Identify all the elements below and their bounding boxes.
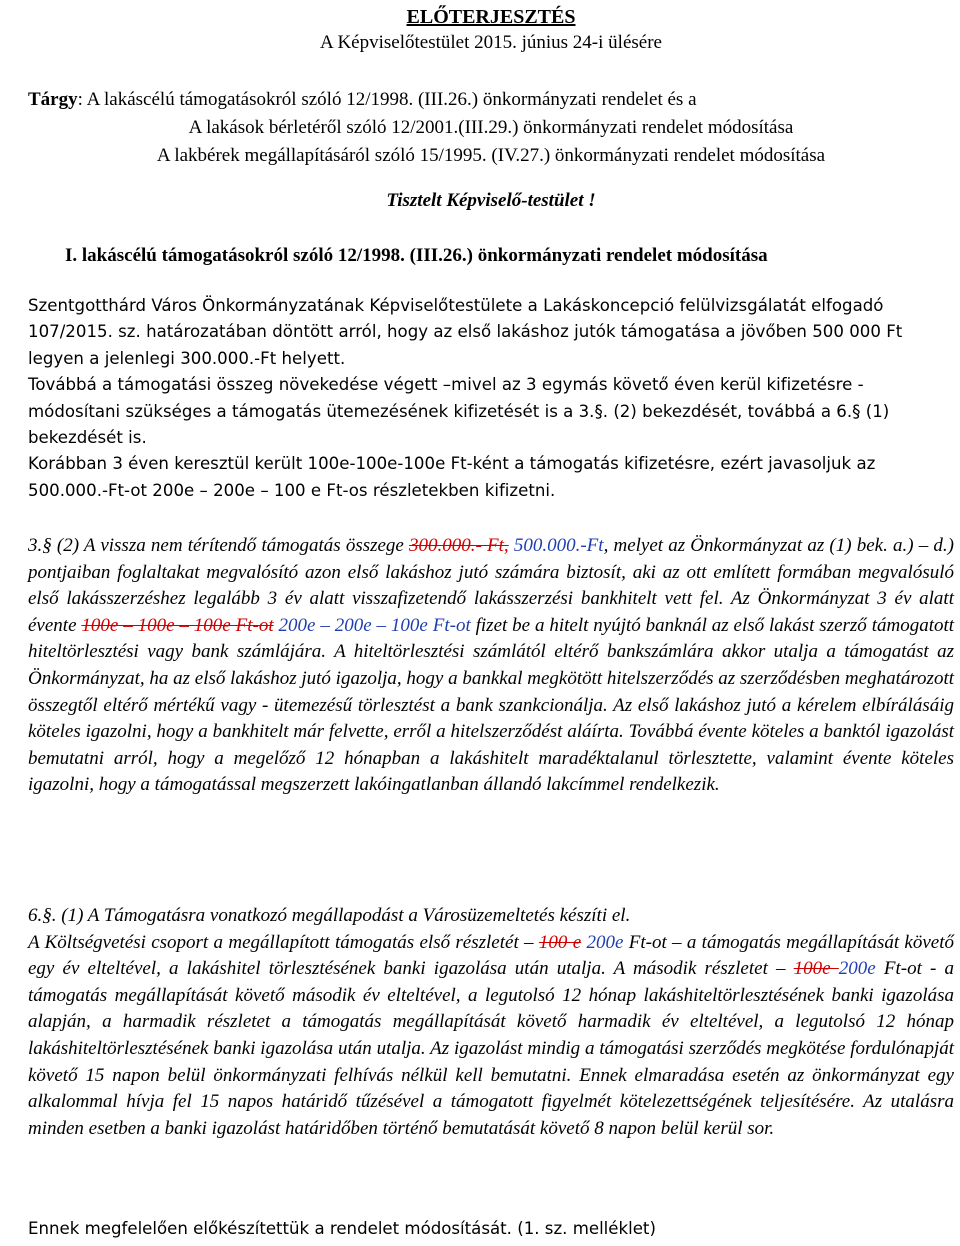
document-subtitle: A Képviselőtestület 2015. június 24-i ülésére xyxy=(320,32,662,53)
inserted-schedule: 200e – 200e – 100e Ft-ot xyxy=(278,614,471,636)
text-run: A Költségvetési csoport a megállapított támogatás első részletét – xyxy=(28,931,539,953)
text-run: fizet be a hitelt nyújtó banknál az első lakást szerző támogatott hiteltörlesztési vagy bank számlájára. A hiteltörlesztési számlától eltérő bankszámlára akkor utalja a támogatást az Önkormányzat, ha az első lakáshoz jutó igazolja, hogy a bankkal megkötött hitelszerződés az szerződésben meghatározott összegtől eltérő mértékű vagy - ütemezésű törlesztést a bank szankcionálja. Az első lakáshoz jutó a kérelem elbírálásáig köteles igazolni, hogy a bankhitelt már felvette, erről a hitelszerződést aláírta. Továbbá évente köteles a banktól igazolást bemutatni arról, hogy a megelőző 12 hónapban a lakáshitelt maradéktalanul törlesztette, valamint évente köteles igazolni, hogy a támogatással megszerzett lakóingatlanban állandó lakcímmel rendelkezik. xyxy=(28,614,955,796)
intro-paragraph-1: Szentgotthárd Város Önkormányzatának Képviselőtestülete a Lakáskoncepció felülvizsgálatát elfogadó 107/2015. sz. határozatában döntött arról, hogy az első lakáshoz jutók támogatása a jövőben 500 000 Ft legyen a jelenlegi 300.000.-Ft helyett. xyxy=(28,296,903,368)
subject-label: Tárgy xyxy=(28,89,78,110)
intro-text xyxy=(28,293,954,504)
subject-line-1 xyxy=(28,86,954,114)
greeting: Tisztelt Képviselő-testület ! xyxy=(386,190,596,211)
text-run: Ft-ot – a támogatás megállapítását követő egy év elteltével, a lakáshitel törlesztésének banki igazolása után utalja. A második részletet – xyxy=(28,931,955,980)
deleted-first-instalment: 100 e xyxy=(538,931,582,953)
deleted-schedule: 100e – 100e – 100e Ft-ot xyxy=(81,614,274,636)
intro-paragraph-2: Továbbá a támogatási összeg növekedése végett –mivel az 3 egymás követő éven kerül kifizetésre - módosítani szükséges a támogatás ütemezésének kifizetését is a 3.§. (2) bekezdését, továbbá a 6.§ (1) bekezdését is. xyxy=(28,375,890,448)
section-heading: I. lakáscélú támogatásokról szóló 12/1998. (III.26.) önkormányzati rendelet módosítása xyxy=(65,245,768,266)
intro-paragraph-3: Korábban 3 éven keresztül került 100e-100e-100e Ft-ként a támogatás kifizetésre, ezért javasoljuk az 500.000.-Ft-ot 200e – 200e – 100 e Ft-os részletekben kifizetni. xyxy=(28,454,876,500)
section-6-text xyxy=(28,930,954,1143)
inserted-amount: 500.000.-Ft xyxy=(513,535,604,556)
section-3-text xyxy=(28,533,954,799)
text-run: , melyet az Önkormányzat az (1) bek. a.) – d.) pontjaiban foglaltakat megvalósító azon első lakáshoz jutó számára biztosít, aki az ott említett formában megvalósuló első lakásszerzéshez legalább 3 év alatt visszafizetendő lakásszerzési bankhitelt vett fel. Az Önkormányzat 3 év alatt évente xyxy=(28,535,955,636)
section-6-heading: 6.§. (1) A Támogatásra vonatkozó megállapodást a Városüzemeltetés készíti el. xyxy=(28,905,631,926)
section-6-paragraph xyxy=(28,903,954,1142)
deleted-second-instalment: 100e xyxy=(793,958,839,980)
document-title: ELŐTERJESZTÉS xyxy=(406,6,576,28)
subject-line-1-text: : A lakáscélú támogatásokról szóló 12/1998. (III.26.) önkormányzati rendelet és a xyxy=(77,89,697,110)
text-run: Ft-ot - a támogatás megállapítását követő második év elteltével, a legutolsó 12 hónap lakáshiteltörlesztésének banki igazolása alapján, a harmadik részletet a támogatás megállapítását követő harmadik év elteltével, a legutolsó 12 hónap lakáshiteltörlesztésének banki igazolása után utalja. Az igazolást mindig a támogatási szerződés megkötése fordulónapját követő 15 napon belül önkormányzati felhívás nélkül kell bemutatni. Ennek elmaradása esetén az önkormányzat egy alkalommal hívja fel 15 napos határidő tűzésével a támogatott figyelmét kötelezettségének teljesítésére. Az utalásra minden esetben a banki igazolást határidőben történő bemutatását követő 8 napon belül kerül sor. xyxy=(28,958,954,1139)
subject-line-3: A lakbérek megállapításáról szóló 15/1995. (IV.27.) önkormányzati rendelet módosítása xyxy=(156,145,826,166)
deleted-amount: 300.000.- Ft, xyxy=(409,535,509,556)
subject-block xyxy=(28,86,954,170)
subject-line-2: A lakások bérletéről szóló 12/2001.(III.29.) önkormányzati rendelet módosítása xyxy=(188,117,794,138)
text-run: 3.§ (2) A vissza nem térítendő támogatás összege xyxy=(28,535,410,556)
inserted-second-instalment: 200e xyxy=(838,958,876,980)
closing-sentence: Ennek megfelelően előkészítettük a rendelet módosítását. (1. sz. melléklet) xyxy=(28,1219,656,1238)
inserted-first-instalment: 200e xyxy=(586,931,624,953)
section-3-paragraph xyxy=(28,533,954,799)
